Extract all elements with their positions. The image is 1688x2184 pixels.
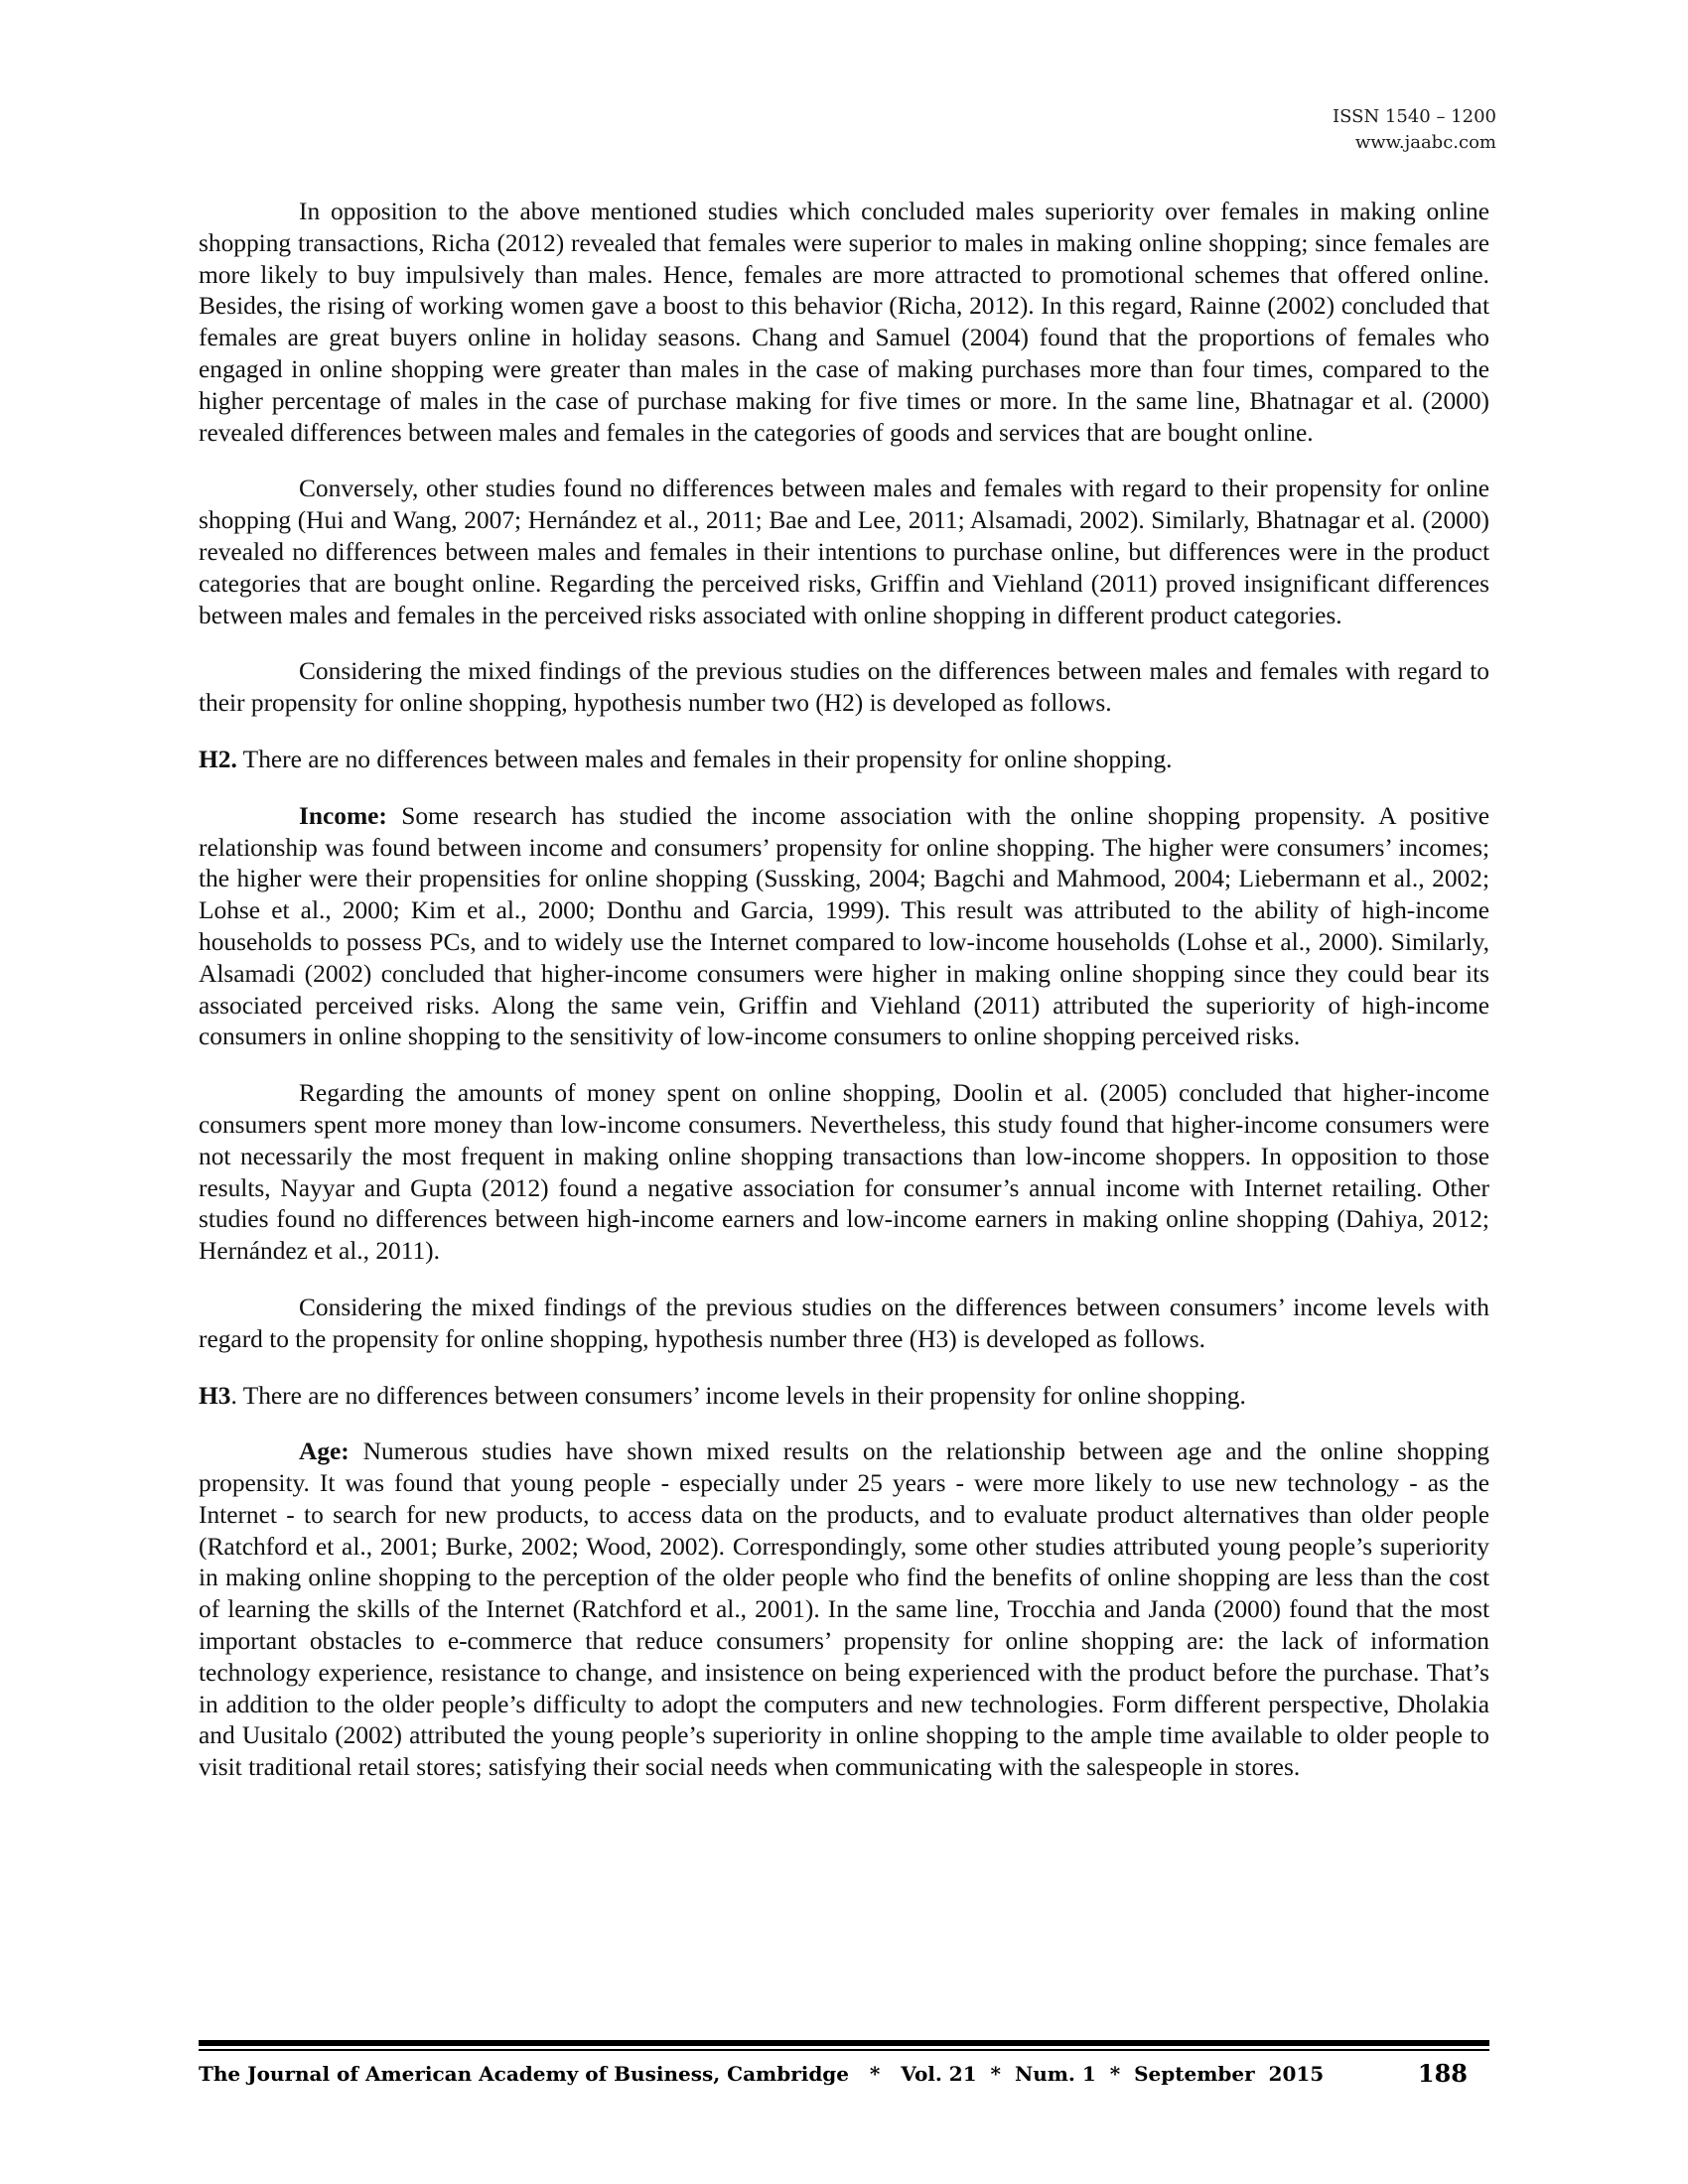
website-text: www.jaabc.com: [1354, 132, 1496, 153]
income-heading: Income:: [299, 801, 387, 830]
hypothesis-h3-text: . There are no differences between consumers’ income levels in their propensity for online shopping.: [230, 1381, 1246, 1410]
hypothesis-h2: [199, 745, 1489, 776]
paragraph-income: [199, 801, 1489, 1053]
paragraph-age: [199, 1436, 1489, 1784]
age-text: Numerous studies have shown mixed results on the relationship between age and the online shopping propensity. It was found that young people - especially under 25 years - were more likely to use new technology - as the Internet - to search for new products, to access data on the products, and to evaluate product alternatives than older people (Ratchford et al., 2001; Burke, 2002; Wood, 2002). Correspondingly, some other studies attributed young people’s superiority in making online shopping to the perception of the older people who find the benefits of online shopping are less than the cost of learning the skills of the Internet (Ratchford et al., 2001). In the same line, Trocchia and Janda (2000) found that the most important obstacles to e-commerce that reduce consumers’ propensity for online shopping are: the lack of information technology experience, resistance to change, and insistence on being experienced with the product before the purchase. That’s in addition to the older people’s difficulty to adopt the computers and new technologies. Form different perspective, Dholakia and Uusitalo (2002) attributed the young people’s superiority in online shopping to the ample time available to older people to visit traditional retail stores; satisfying their social needs when communicating with the salespeople in stores.: [199, 1437, 1489, 1782]
footer-rule-thin: [199, 2049, 1489, 2051]
article-body: [199, 197, 1489, 1809]
paragraph-income-spending: Regarding the amounts of money spent on online shopping, Doolin et al. (2005) concluded that higher-income consumers spent more money than low-income consumers. Nevertheless, this study found that higher-income consumers were not necessarily the most frequent in making online shopping transactions than low-income shoppers. In opposition to those results, Nayyar and Gupta (2012) found a negative association for consumer’s annual income with Internet retailing. Other studies found no differences between high-income earners and low-income earners in making online shopping (Dahiya, 2012; Hernández et al., 2011).: [199, 1079, 1489, 1266]
hypothesis-h2-text: There are no differences between males and females in their propensity for online shopping.: [236, 745, 1173, 773]
paragraph-gender-females: In opposition to the above mentioned studies which concluded males superiority over females in making online shopping transactions, Richa (2012) revealed that females were superior to males in making online shopping; since females are more likely to buy impulsively than males. Hence, females are more attracted to promotional schemes that offered online. Besides, the rising of working women gave a boost to this behavior (Richa, 2012). In this regard, Rainne (2002) concluded that females are great buyers online in holiday seasons. Chang and Samuel (2004) found that the proportions of females who engaged in online shopping were greater than males in the case of making purchases more than four times, compared to the higher percentage of males in the case of purchase making for five times or more. In the same line, Bhatnagar et al. (2000) revealed differences between males and females in the categories of goods and services that are bought online.: [199, 198, 1489, 447]
footer-rule-thick: [199, 2040, 1489, 2046]
paragraph-gender-no-differences: Conversely, other studies found no differences between males and females with regard to their propensity for online shopping (Hui and Wang, 2007; Hernández et al., 2011; Bae and Lee, 2011; Alsamadi, 2002). Similarly, Bhatnagar et al. (2000) revealed no differences between males and females in their intentions to purchase online, but differences were in the product categories that are bought online. Regarding the perceived risks, Griffin and Viehland (2011) proved insignificant differences between males and females in the perceived risks associated with online shopping in different product categories.: [199, 475, 1489, 629]
issn-text: ISSN 1540 – 1200: [1333, 106, 1496, 127]
page-header: [1333, 104, 1496, 156]
age-heading: Age:: [299, 1437, 350, 1466]
hypothesis-h2-label: H2.: [199, 745, 237, 773]
hypothesis-h3: [199, 1381, 1489, 1413]
journal-citation: The Journal of American Academy of Business, Cambridge * Vol. 21 * Num. 1 * September 2015: [199, 2062, 1325, 2086]
paragraph-h2-intro: Considering the mixed findings of the previous studies on the differences between males and females with regard to their propensity for online shopping, hypothesis number two (H2) is developed as follows.: [199, 657, 1489, 718]
paragraph-h3-intro: Considering the mixed findings of the previous studies on the differences between consumers’ income levels with regard to the propensity for online shopping, hypothesis number three (H3) is developed as follows.: [199, 1293, 1489, 1353]
hypothesis-h3-label: H3: [199, 1381, 231, 1410]
income-text: Some research has studied the income association with the online shopping propensity. A positive relationship was found between income and consumers’ propensity for online shopping. The higher were consumers’ incomes; the higher were their propensities for online shopping (Sussking, 2004; Bagchi and Mahmood, 2004; Liebermann et al., 2002; Lohse et al., 2000; Kim et al., 2000; Donthu and Garcia, 1999). This result was attributed to the ability of high-income households to possess PCs, and to widely use the Internet compared to low-income households (Lohse et al., 2000). Similarly, Alsamadi (2002) concluded that higher-income consumers were higher in making online shopping since they could bear its associated perceived risks. Along the same vein, Griffin and Viehland (2011) attributed the superiority of high-income consumers in online shopping to the sensitivity of low-income consumers to online shopping perceived risks.: [199, 801, 1489, 1051]
page-number: 188: [1417, 2059, 1468, 2088]
